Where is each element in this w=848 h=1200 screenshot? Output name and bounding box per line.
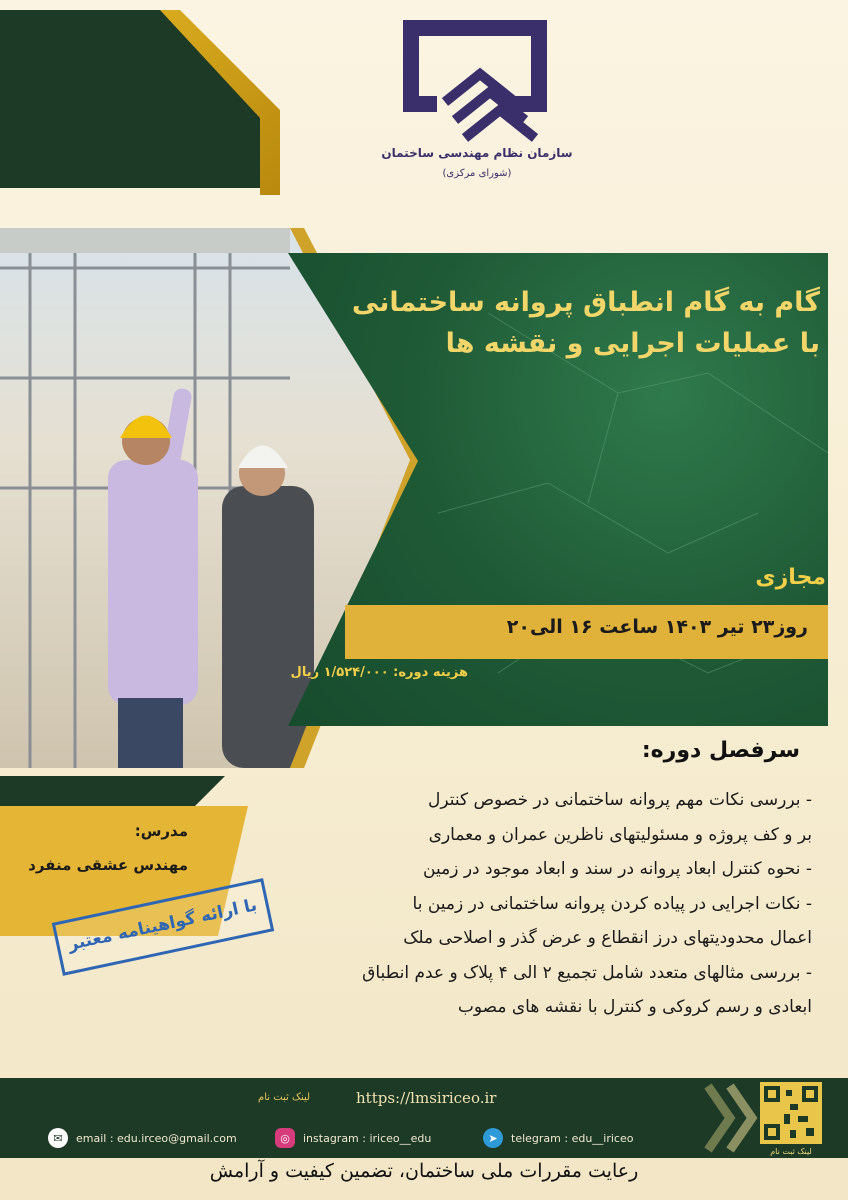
instructor-dark-strip	[0, 776, 225, 806]
footer-slogan: رعایت مقررات ملی ساختمان، تضمین کیفیت و آرامش	[209, 1160, 639, 1182]
corner-green-shape	[0, 10, 262, 188]
course-title-line-1: گام به گام انطباق پروانه ساختمانی	[351, 287, 820, 318]
syllabus-line: - بررسی نکات مهم پروانه ساختمانی در خصوص کنترل	[428, 790, 812, 810]
instructor-name: مهندس عشقی منفرد	[28, 856, 188, 874]
course-title-line-2: با عملیات اجرایی و نقشه ها	[445, 328, 820, 359]
instagram-icon: ◎	[275, 1128, 295, 1148]
telegram-text: telegram : edu__iriceo	[511, 1131, 634, 1145]
registration-label: لینک ثبت نام	[258, 1092, 311, 1103]
syllabus-line: - بررسی مثالهای متعدد شامل تجمیع ۲ الی ۴ پلاک و عدم انطباق	[362, 962, 812, 983]
organization-name: سازمان نظام مهندسی ساختمان	[381, 146, 573, 160]
course-date: روز۲۳ تیر ۱۴۰۳ ساعت ۱۶ الی۲۰	[506, 616, 808, 638]
registration-link[interactable]: https://lmsiriceo.ir	[356, 1089, 497, 1107]
course-title	[340, 282, 820, 364]
syllabus-line: بر و کف پروژه و مسئولیتهای ناظرین عمران و معماری	[428, 824, 812, 845]
syllabus-line: - نکات اجرایی در پیاده کردن پروانه ساختمانی در زمین با	[412, 893, 812, 914]
syllabus-line: - نحوه کنترل ابعاد پروانه در سند و ابعاد موجود در زمین	[423, 859, 812, 879]
course-mode: مجازی	[755, 565, 826, 590]
instructor-label: مدرس:	[134, 822, 188, 840]
syllabus-list	[212, 783, 812, 1025]
email-contact[interactable]	[48, 1128, 237, 1148]
course-fee: هزینه دوره: ۱/۵۲۴/۰۰۰ ریال	[290, 665, 468, 680]
email-text: email : edu.irceo@gmail.com	[76, 1131, 237, 1145]
organization-subtitle: (شورای مرکزی)	[442, 168, 512, 179]
organization-logo	[385, 12, 565, 152]
qr-code-icon[interactable]	[760, 1082, 822, 1144]
syllabus-heading: سرفصل دوره:	[641, 738, 800, 763]
instagram-text: instagram : iriceo__edu	[303, 1131, 432, 1145]
email-icon: ✉	[48, 1128, 68, 1148]
telegram-icon: ➤	[483, 1128, 503, 1148]
qr-label: لینک ثبت نام	[770, 1147, 812, 1156]
instagram-contact[interactable]	[275, 1128, 431, 1148]
syllabus-line: ابعادی و رسم کروکی و کنترل با نقشه های مصوب	[457, 997, 812, 1017]
syllabus-line: اعمال محدودیتهای درز انقطاع و عرض گذر و اصلاحی ملک	[403, 928, 812, 948]
certificate-stamp: با ارائه گواهینامه معتبر	[52, 878, 275, 976]
telegram-contact[interactable]	[483, 1128, 633, 1148]
